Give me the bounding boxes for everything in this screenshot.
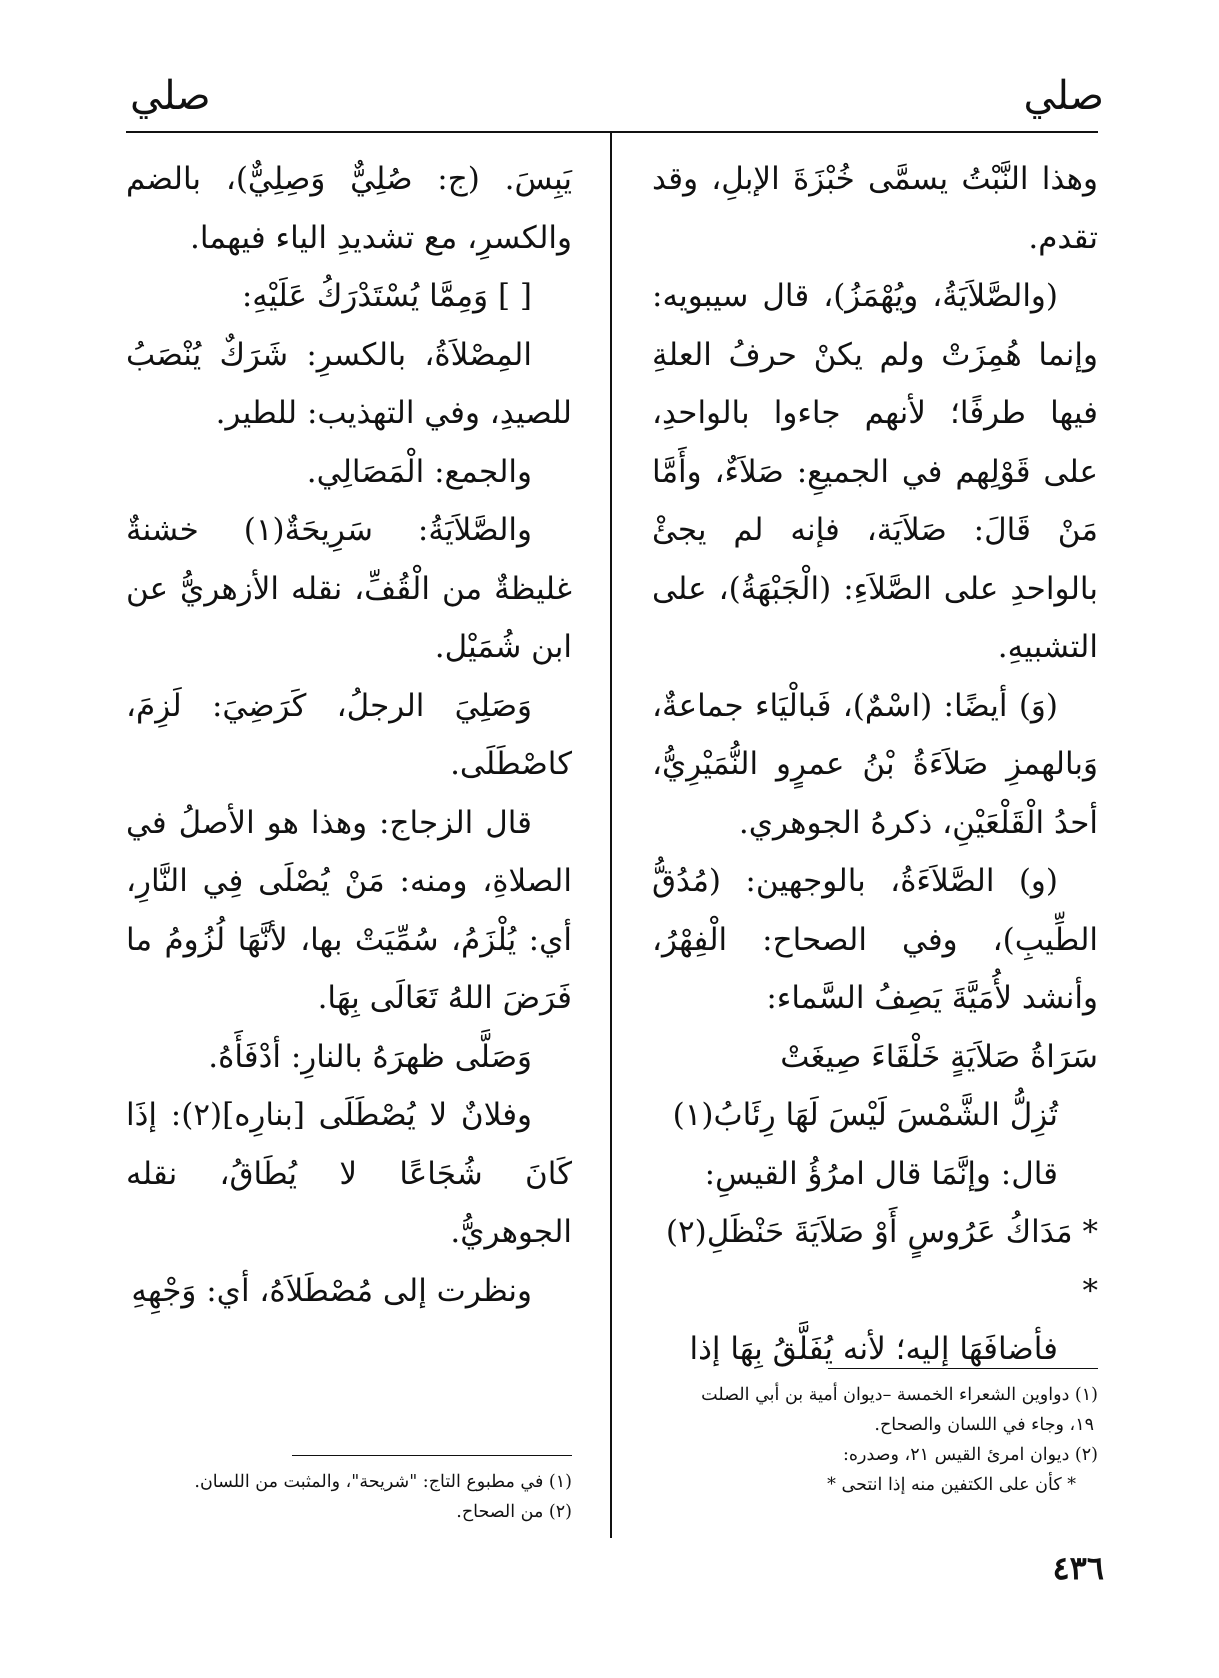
verse-line: سَرَاةُ صَلاَيَةٍ خَلْقَاءَ صِيغَتْ bbox=[780, 1038, 1098, 1075]
footnote-rule-left bbox=[292, 1455, 572, 1456]
footnotes-left bbox=[126, 1467, 572, 1527]
footnote-continuation: ١٩، وجاء في اللسان والصحاح. bbox=[874, 1415, 1094, 1435]
left-column bbox=[126, 150, 572, 1320]
paragraph: وَصَلَّى ظهرَهُ بالنارِ: أدْفَأَهُ. bbox=[208, 1038, 532, 1075]
paragraph: [ ] وَمِمَّا يُسْتَدْرَكُ عَلَيْهِ: bbox=[241, 278, 532, 314]
footnote-rule-right bbox=[828, 1368, 1098, 1369]
running-header-right: صلي bbox=[1023, 73, 1104, 119]
footnote: (١) دواوين الشعراء الخمسة –ديوان أمية بن أبي الصلت bbox=[701, 1385, 1098, 1405]
paragraph: قال الزجاج: وهذا هو الأصلُ في الصلاةِ، ومنه: مَنْ يُصْلَى فِي النَّارِ، أي: يُلْزَمُ، سُمِّيَتْ بها، لأنَّهَا لُزُومُ ما فَرَضَ اللهُ تَعَالَى بِهَا. bbox=[126, 804, 572, 1016]
paragraph: والجمع: الْمَصَالِي. bbox=[306, 453, 532, 490]
paragraph: (وَ) أيضًا: (اسْمٌ)، فَبالْيَاء جماعةٌ، وَبالهمزِ صَلاَءَةُ بْنُ عمرٍو النُّمَيْرِيُّ، أحدُ الْقَلْعَيْنِ، ذكرهُ الجوهري. bbox=[652, 687, 1098, 841]
footnotes-right bbox=[652, 1380, 1098, 1500]
footnote: (٢) ديوان امرئ القيس ٢١، وصدره: bbox=[842, 1445, 1098, 1465]
paragraph: قال: وإنَّمَا قال امرُؤُ القيسِ: bbox=[704, 1155, 1058, 1192]
paragraph: يَبِسَ. (ج: صُلِيٌّ وَصِلِيٌّ)، بالضم والكسرِ، مع تشديدِ الياء فيهما. bbox=[126, 161, 572, 256]
page-number: ٤٣٦ bbox=[1052, 1549, 1104, 1587]
paragraph: وهذا النَّبْتُ يسمَّى خُبْزَةَ الإبلِ، وقد تقدم. bbox=[652, 161, 1098, 256]
paragraph: (و) الصَّلاَءَةُ، بالوجهين: (مُدُقُّ الطِّيبِ)، وفي الصحاح: الْفِهْرُ، وأنشد لأُمَيَّةَ يَصِفُ السَّماء: bbox=[652, 863, 1098, 1016]
right-column bbox=[652, 150, 1098, 1379]
footnote: (١) في مطبوع التاج: "شريحة"، والمثبت من اللسان. bbox=[194, 1472, 572, 1492]
footnote: (٢) من الصحاح. bbox=[456, 1502, 572, 1522]
verse-line: * مَدَاكُ عَرُوسٍ أَوْ صَلاَيَةَ حَنْظَلِ(٢) * bbox=[665, 1214, 1098, 1309]
verse-line: تُزِلُّ الشَّمْسَ لَيْسَ لَهَا رِئَابُ(١) bbox=[672, 1097, 1058, 1133]
paragraph: ونظرت إلى مُصْطَلاَهُ، أي: وَجْهِهِ bbox=[131, 1272, 532, 1309]
paragraph: فأضافَهَا إليه؛ لأنه يُفَلَّقُ بِهَا إذا bbox=[689, 1331, 1058, 1367]
column-divider bbox=[610, 131, 612, 1538]
paragraph: (والصَّلاَيَةُ، ويُهْمَزُ)، قال سيبويه: وإنما هُمِزَتْ ولم يكنْ حرفُ العلةِ فيها طرفًا؛ لأنهم جاءوا بالواحدِ، على قَوْلِهم في الجميعِ: صَلاَءٌ، وأَمَّا مَنْ قَالَ: صَلاَيَة، فإنه لم يجئْ بالواحدِ على الصَّلاَءِ: (الْجَبْهَةُ)، على التشبيهِ. bbox=[652, 278, 1098, 665]
footnote-verse: * كأن على الكتفين منه إذا انتحى * bbox=[827, 1475, 1076, 1495]
paragraph: وفلانٌ لا يُصْطَلَى [بنارِه](٢): إذَا كَانَ شُجَاعًا لا يُطَاقُ، نقله الجوهريُّ. bbox=[126, 1097, 572, 1250]
paragraph: والصَّلاَيَةُ: سَرِيحَةٌ(١) خشنةٌ غليظةٌ من الْقُفِّ، نقله الأزهريُّ عن ابن شُمَيْل. bbox=[126, 512, 572, 665]
header-rule bbox=[126, 131, 1098, 133]
running-header-left: صلي bbox=[130, 73, 211, 119]
paragraph: وَصَلِيَ الرجلُ، كَرَضِيَ: لَزِمَ، كاصْطَلَى. bbox=[126, 687, 572, 782]
paragraph: المِصْلاَةُ، بالكسرِ: شَرَكٌ يُنْصَبُ للصيدِ، وفي التهذيب: للطير. bbox=[126, 336, 572, 431]
